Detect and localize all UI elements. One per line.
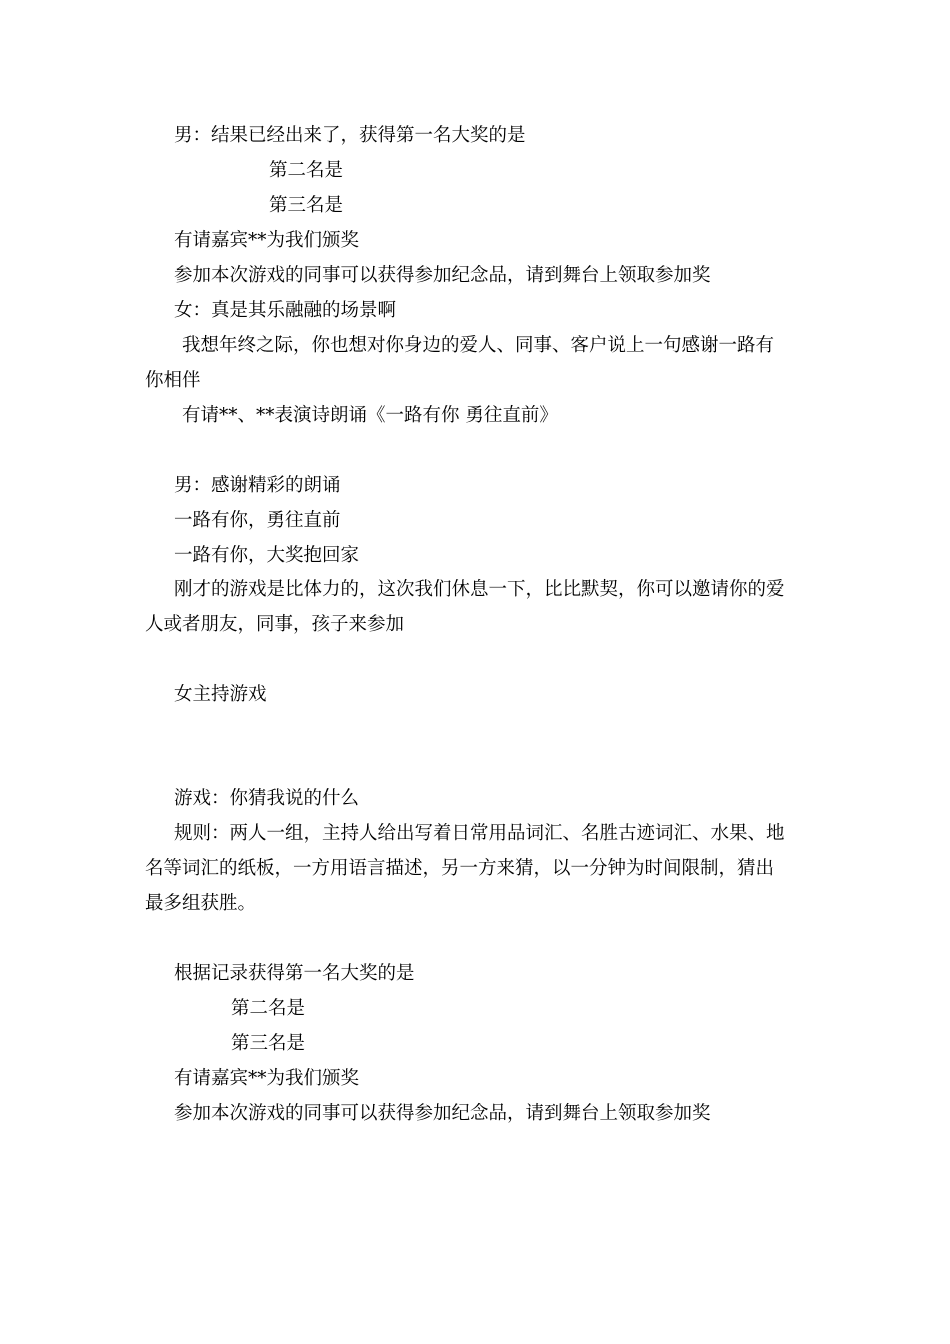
- text-line: 我想年终之际，你也想对你身边的爱人、同事、客户说上一句感谢一路有: [182, 335, 775, 356]
- text-line: 有请**、**表演诗朗诵《一路有你 勇往直前》: [182, 405, 558, 426]
- text-line: 第三名是: [231, 1033, 306, 1054]
- text-line: 人或者朋友，同事，孩子来参加: [145, 614, 405, 635]
- text-line: 第二名是: [231, 998, 306, 1019]
- text-line: 你相伴: [145, 370, 201, 391]
- text-line: 女：真是其乐融融的场景啊: [174, 300, 397, 321]
- text-line: 男：感谢精彩的朗诵: [174, 475, 341, 496]
- text-line: 有请嘉宾**为我们颁奖: [174, 230, 360, 251]
- text-line: 第二名是: [269, 160, 344, 181]
- text-line: 名等词汇的纸板，一方用语言描述，另一方来猜，以一分钟为时间限制，猜出: [145, 858, 775, 879]
- text-line: 最多组获胜。: [145, 893, 257, 914]
- text-line: 根据记录获得第一名大奖的是: [174, 963, 415, 984]
- text-line: 刚才的游戏是比体力的，这次我们休息一下，比比默契，你可以邀请你的爱: [174, 579, 785, 600]
- text-line: 规则：两人一组，主持人给出写着日常用品词汇、名胜古迹词汇、水果、地: [174, 823, 785, 844]
- text-line: 参加本次游戏的同事可以获得参加纪念品，请到舞台上领取参加奖: [174, 265, 711, 286]
- text-line: 女主持游戏: [174, 684, 267, 705]
- text-line: 有请嘉宾**为我们颁奖: [174, 1068, 360, 1089]
- text-line: 游戏：你猜我说的什么: [174, 788, 360, 809]
- text-line: 第三名是: [269, 195, 344, 216]
- text-line: 一路有你，大奖抱回家: [174, 545, 360, 566]
- text-line: 一路有你，勇往直前: [174, 510, 341, 531]
- text-line: 男：结果已经出来了，获得第一名大奖的是: [174, 125, 526, 146]
- text-line: 参加本次游戏的同事可以获得参加纪念品，请到舞台上领取参加奖: [174, 1103, 711, 1124]
